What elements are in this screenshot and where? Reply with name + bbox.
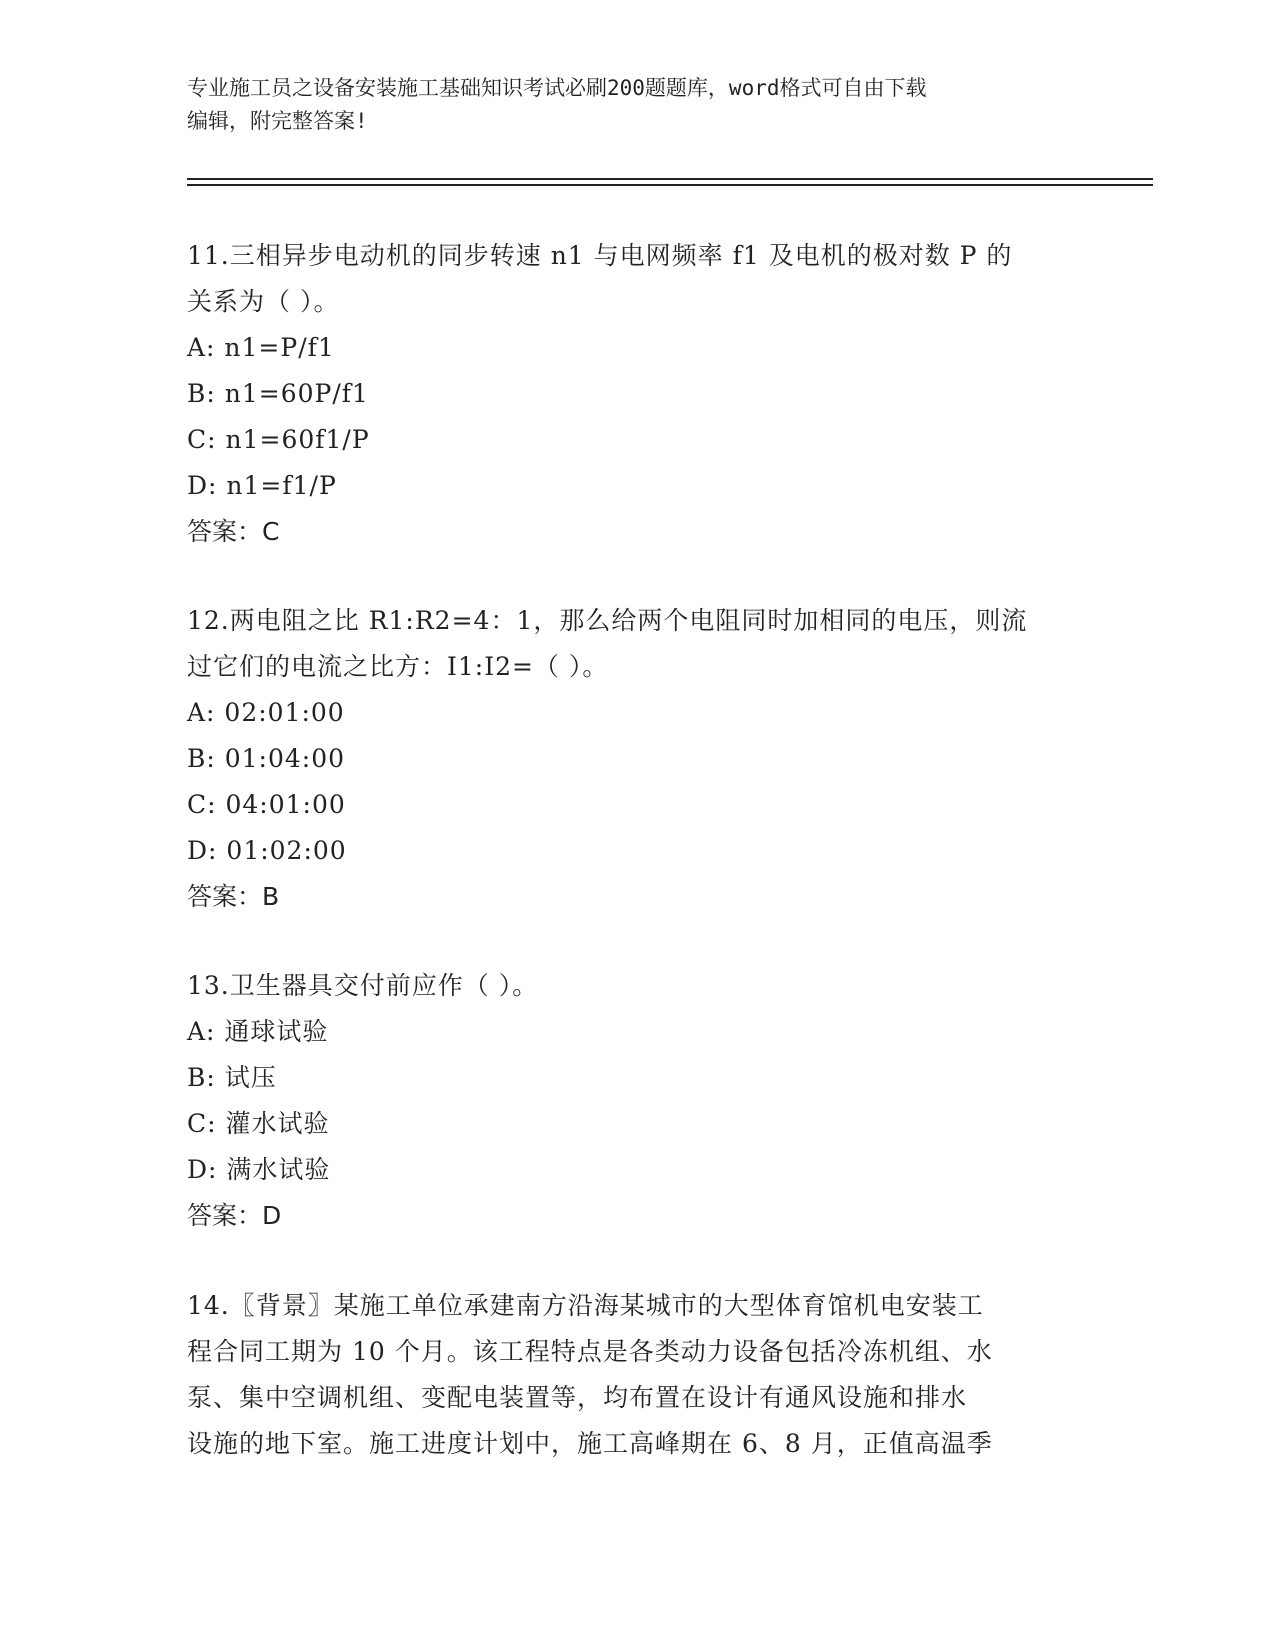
option-b: B: 试压 — [187, 1063, 277, 1092]
option-a: A: n1=P/f1 — [187, 333, 335, 362]
option-c: C: 04:01:00 — [187, 790, 346, 819]
option-b: B: 01:04:00 — [187, 744, 346, 773]
option-a: A: 02:01:00 — [187, 698, 345, 727]
question-stem-line: 过它们的电流之比方：I1:I2=（ ）。 — [187, 652, 609, 681]
question-stem-line: 12.两电阻之比 R1:R2=4：1，那么给两个电阻同时加相同的电压，则流 — [187, 606, 1028, 635]
header-divider-top — [187, 178, 1153, 180]
option-b: B: n1=60P/f1 — [187, 379, 369, 408]
option-c: C: n1=60f1/P — [187, 425, 370, 454]
question-stem-line: 设施的地下室。施工进度计划中，施工高峰期在 6、8 月，正值高温季 — [187, 1429, 993, 1458]
header-divider-bottom — [187, 184, 1153, 186]
question-stem-line: 14.〖背景〗某施工单位承建南方沿海某城市的大型体育馆机电安装工 — [187, 1291, 984, 1320]
answer-line: 答案：B — [187, 882, 280, 911]
answer-line: 答案：C — [187, 517, 280, 546]
question-11 — [187, 233, 1087, 555]
question-stem-line: 程合同工期为 10 个月。该工程特点是各类动力设备包括冷冻机组、水 — [187, 1337, 993, 1366]
answer-line: 答案：D — [187, 1201, 282, 1230]
header-line-1: 专业施工员之设备安装施工基础知识考试必刷200题题库，word格式可自由下载 — [187, 76, 927, 100]
question-12 — [187, 598, 1087, 920]
question-stem-line: 关系为（ ）。 — [187, 287, 340, 316]
question-stem-line: 13.卫生器具交付前应作（ ）。 — [187, 971, 539, 1000]
option-c: C: 灌水试验 — [187, 1109, 330, 1138]
option-a: A: 通球试验 — [187, 1017, 329, 1046]
header-line-2: 编辑，附完整答案! — [187, 109, 368, 133]
question-stem-line: 11.三相异步电动机的同步转速 n1 与电网频率 f1 及电机的极对数 P 的 — [187, 241, 1013, 270]
question-stem-line: 泵、集中空调机组、变配电装置等，均布置在设计有通风设施和排水 — [187, 1383, 968, 1412]
option-d: D: n1=f1/P — [187, 471, 337, 500]
question-14 — [187, 1283, 1087, 1467]
option-d: D: 满水试验 — [187, 1155, 331, 1184]
question-13 — [187, 963, 1087, 1239]
document-header — [187, 72, 1087, 138]
option-d: D: 01:02:00 — [187, 836, 347, 865]
